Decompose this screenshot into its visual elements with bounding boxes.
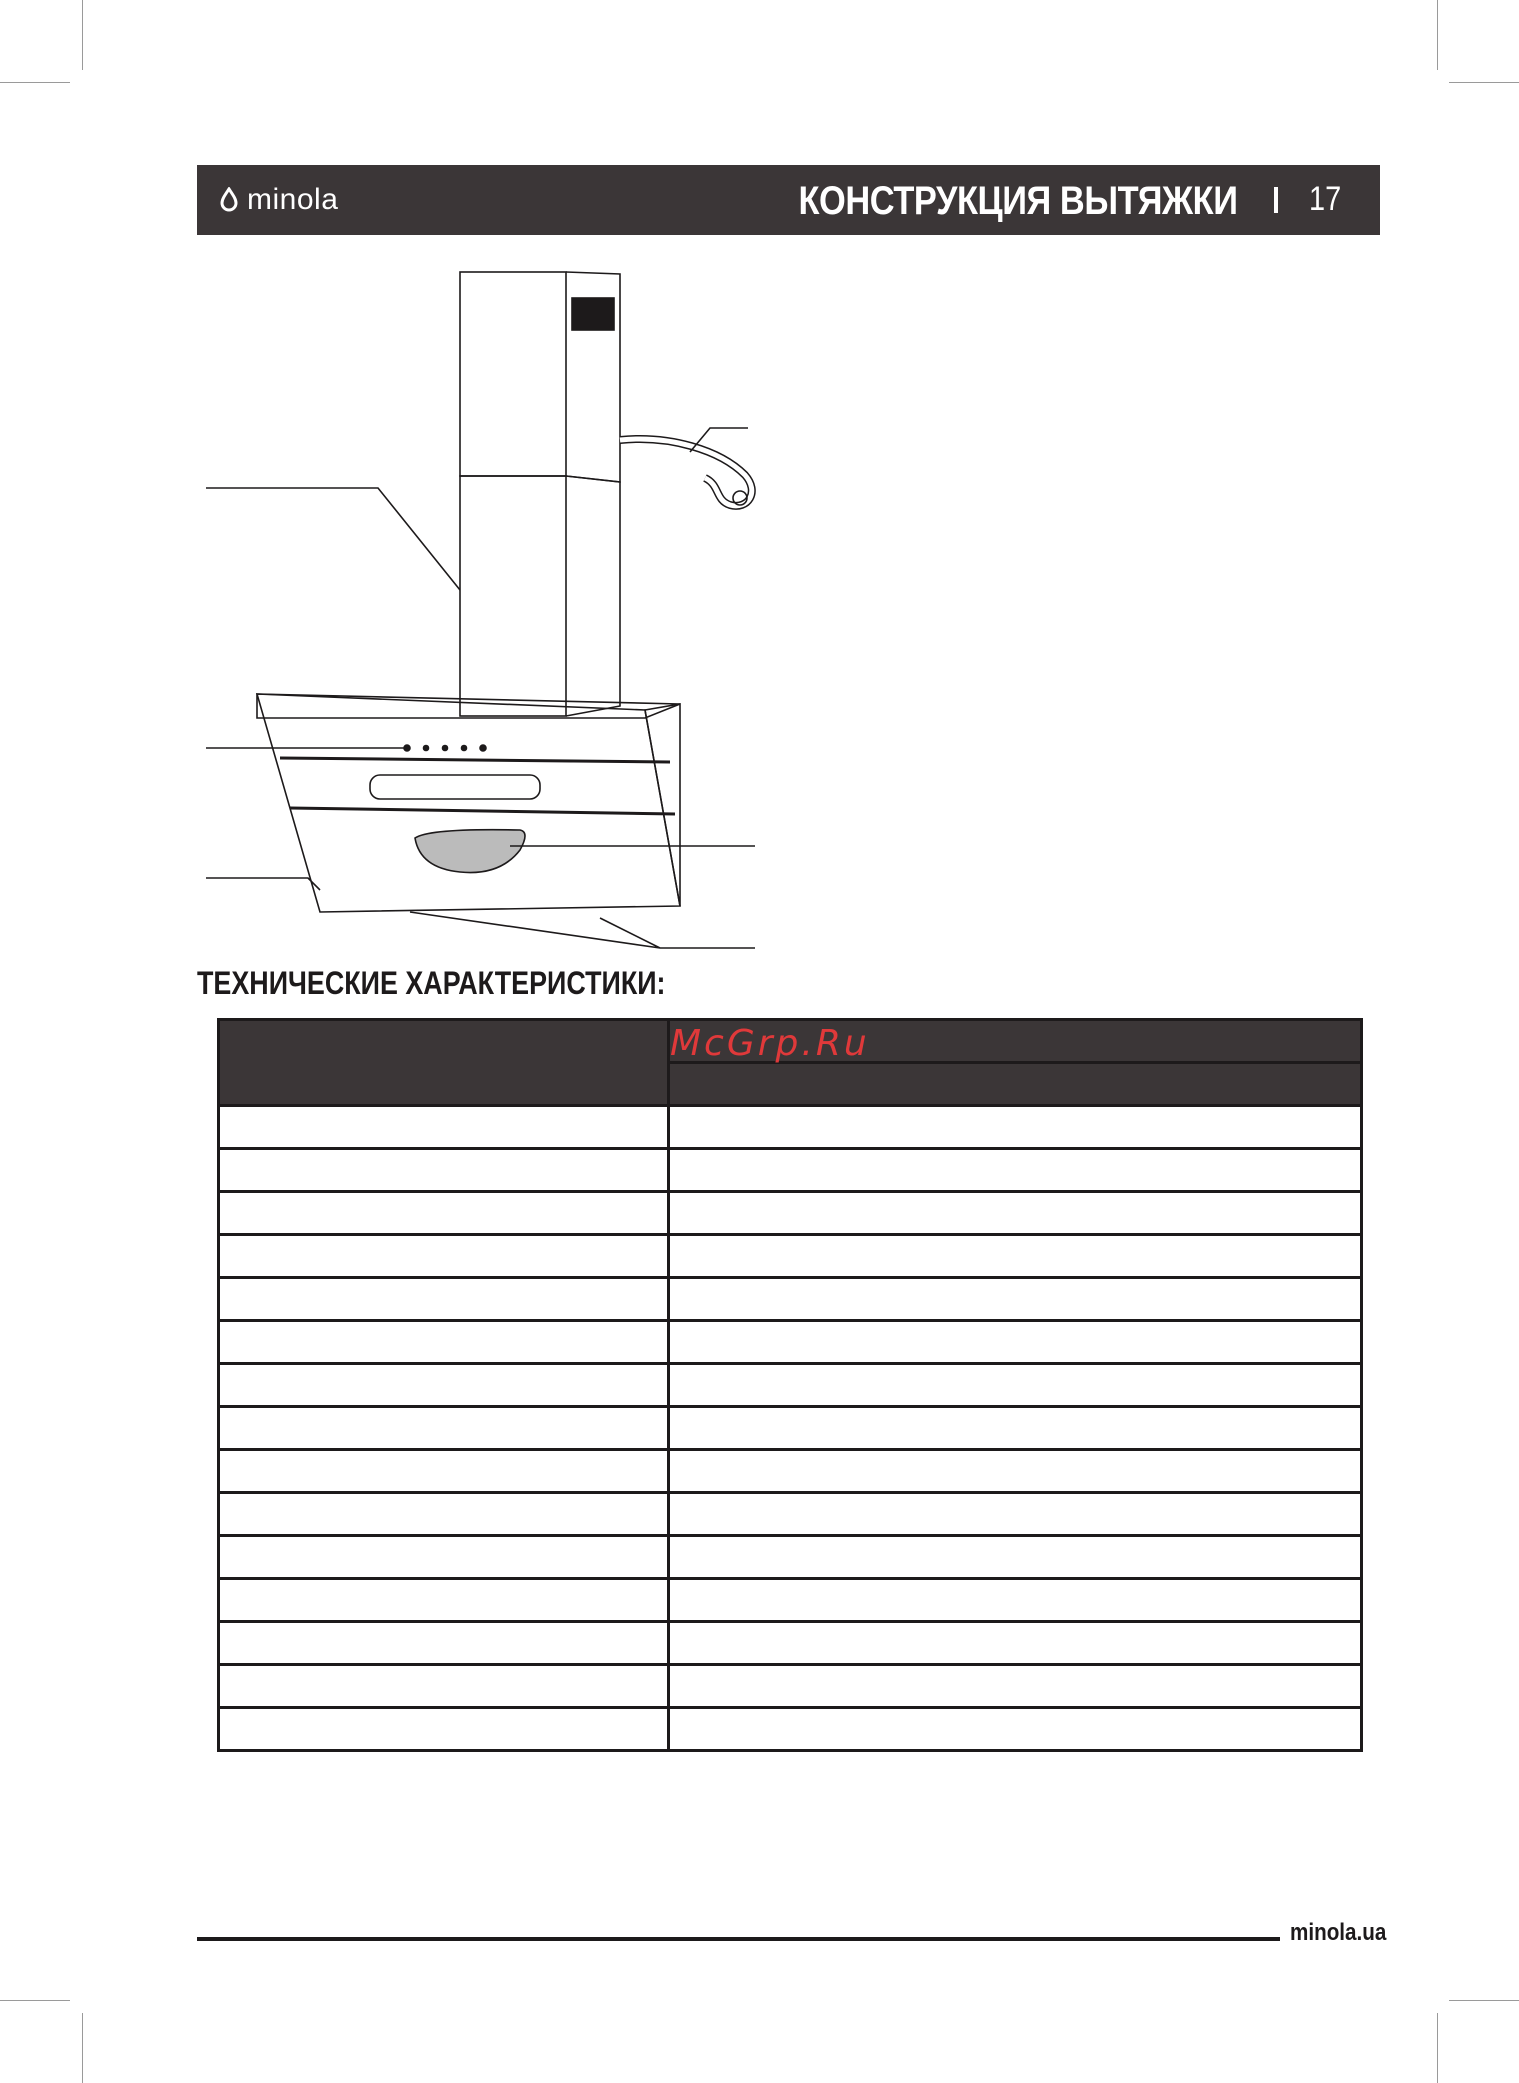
spec-value-cell (669, 1106, 1362, 1149)
hood-side (645, 704, 680, 906)
spec-value-cell (669, 1450, 1362, 1493)
table-row (219, 1192, 1362, 1235)
spec-param-cell (219, 1321, 669, 1364)
table-row (219, 1708, 1362, 1751)
table-row (219, 1579, 1362, 1622)
spec-param-cell (219, 1493, 669, 1536)
table-row (219, 1450, 1362, 1493)
power-cable (620, 439, 752, 506)
spec-param-cell (219, 1192, 669, 1235)
chimney-upper (460, 272, 566, 476)
spec-value-cell (669, 1579, 1362, 1622)
spec-value-cell (669, 1407, 1362, 1450)
crop-mark (1449, 82, 1519, 83)
table-row (219, 1321, 1362, 1364)
drop-logo-icon (219, 187, 239, 213)
vent-grille (572, 298, 614, 330)
watermark: McGrp.Ru (670, 1023, 870, 1064)
spec-param-cell (219, 1579, 669, 1622)
callout-glass (206, 878, 320, 890)
callout-chimney (206, 488, 460, 590)
spec-value-cell (669, 1192, 1362, 1235)
specs-header-row (219, 1020, 1362, 1063)
brand-logo (219, 181, 338, 219)
table-row (219, 1622, 1362, 1665)
page-header (197, 165, 1380, 235)
crop-mark (0, 82, 70, 83)
hood-glass (257, 694, 680, 912)
control-buttons (404, 745, 486, 751)
table-row (219, 1536, 1362, 1579)
page-title: КОНСТРУКЦИЯ ВЫТЯЖКИ (798, 179, 1238, 223)
spec-value-cell (669, 1708, 1362, 1751)
crop-mark (0, 2000, 70, 2001)
spec-value-cell (669, 1665, 1362, 1708)
spec-param-cell (219, 1536, 669, 1579)
footer-url: minola.ua (1290, 1919, 1387, 1946)
table-row (219, 1364, 1362, 1407)
header-separator (1274, 187, 1278, 213)
specs-title: ТЕХНИЧЕСКИЕ ХАРАКТЕРИСТИКИ: (197, 965, 666, 1001)
spec-param-cell (219, 1407, 669, 1450)
spec-value-cell (669, 1235, 1362, 1278)
spec-value-cell (669, 1278, 1362, 1321)
crop-mark (82, 2013, 83, 2083)
page-number: 17 (1309, 180, 1342, 218)
chimney-lower (460, 476, 566, 716)
table-row (219, 1665, 1362, 1708)
spec-param-cell (219, 1708, 669, 1751)
crop-mark (1437, 0, 1438, 70)
specs-header-param (219, 1020, 669, 1106)
table-row (219, 1235, 1362, 1278)
spec-value-cell (669, 1622, 1362, 1665)
specs-body (219, 1106, 1362, 1751)
spec-value-cell (669, 1364, 1362, 1407)
spec-value-cell (669, 1149, 1362, 1192)
spec-param-cell (219, 1149, 669, 1192)
specs-header-model (669, 1020, 1362, 1063)
specs-header-value (669, 1063, 1362, 1106)
table-row (219, 1149, 1362, 1192)
spec-value-cell (669, 1321, 1362, 1364)
crop-mark (1449, 2000, 1519, 2001)
spec-param-cell (219, 1106, 669, 1149)
table-row (219, 1407, 1362, 1450)
spec-value-cell (669, 1536, 1362, 1579)
spec-param-cell (219, 1235, 669, 1278)
spec-param-cell (219, 1450, 669, 1493)
spec-param-cell (219, 1622, 669, 1665)
grease-filter (415, 830, 525, 873)
table-row (219, 1493, 1362, 1536)
callout-lamps (410, 912, 755, 948)
spec-value-cell (669, 1493, 1362, 1536)
crop-mark (82, 0, 83, 70)
spec-param-cell (219, 1665, 669, 1708)
crop-mark (1437, 2013, 1438, 2083)
specs-table (217, 1018, 1363, 1752)
footer-rule (197, 1937, 1280, 1941)
hood-diagram (200, 260, 780, 960)
display-window (370, 775, 540, 799)
table-row (219, 1106, 1362, 1149)
logo-text: minola (247, 183, 339, 216)
spec-param-cell (219, 1278, 669, 1321)
table-row (219, 1278, 1362, 1321)
spec-param-cell (219, 1364, 669, 1407)
